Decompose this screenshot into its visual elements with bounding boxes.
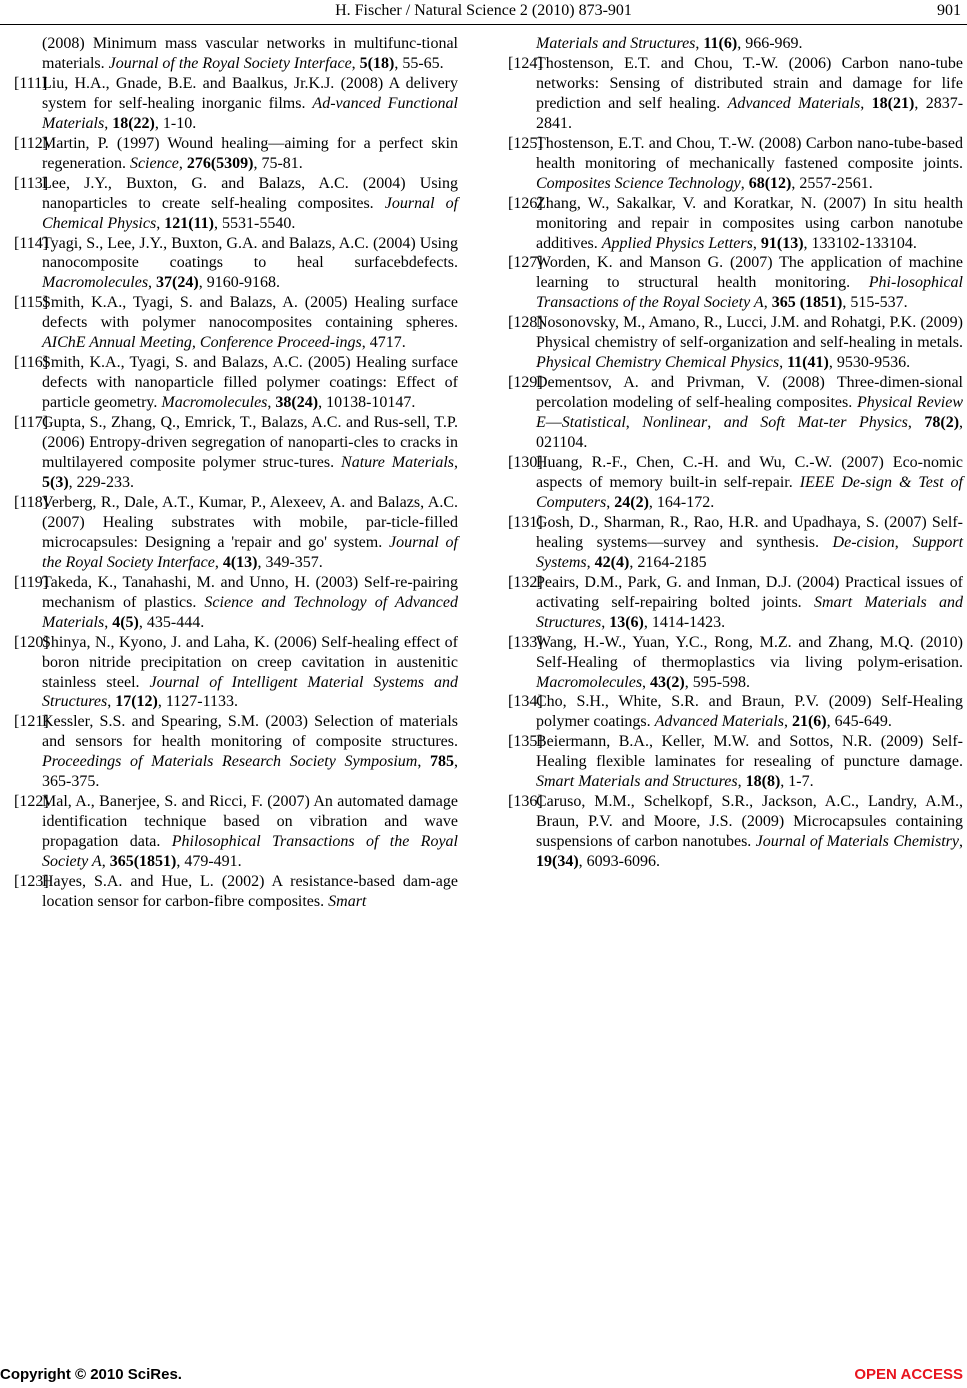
reference-text: Nosonovsky, M., Amano, R., Lucci, J.M. and Rohatgi, P.K. (2009) Physical chemistry of self-organization and self-healing in metals. <box>536 314 963 352</box>
volume-issue: 5(3) <box>42 473 69 491</box>
reference-number: [125] <box>508 134 543 152</box>
reference-text: , <box>695 35 704 52</box>
reference-text: , 021104. <box>536 414 964 452</box>
volume-issue: 21(6) <box>791 713 827 731</box>
reference-entry <box>14 872 458 912</box>
journal-title: Journal of the Royal Society Interface <box>42 533 458 571</box>
reference-text: , <box>737 773 746 791</box>
journal-title: Smart Materials and Structures <box>536 773 738 791</box>
reference-text: , 1-10. <box>154 114 197 132</box>
reference-text: , 2837-2841. <box>536 94 964 132</box>
journal-title: Macromolecules <box>42 274 149 292</box>
volume-issue: 4(5) <box>112 613 139 631</box>
reference-entry <box>14 353 458 413</box>
reference-text: Gosh, D., Sharman, R., Rao, H.R. and Upadhaya, S. (2007) Self-healing systems―survey and synthesis. <box>536 513 963 551</box>
volume-issue: 17(12) <box>115 693 158 711</box>
reference-text: Takeda, K., Tanahashi, M. and Unno, H. (2003) Self-re-pairing mechanism of plastics. <box>42 573 458 611</box>
reference-entry <box>14 792 458 872</box>
journal-title: Physical Review E―Statistical <box>536 394 963 432</box>
volume-issue: 18(8) <box>745 773 781 791</box>
volume-issue: 4(13) <box>222 553 258 571</box>
reference-entry <box>14 573 458 633</box>
volume-issue: 38(24) <box>275 394 319 412</box>
reference-text: , <box>107 693 116 711</box>
reference-text: , <box>752 234 761 252</box>
reference-text: , 515-537. <box>842 294 908 312</box>
reference-entry <box>508 313 963 373</box>
reference-text: , <box>606 493 615 511</box>
reference-text: Smith, K.A., Tyagi, S. and Balazs, A.C. (2005) Healing surface defects with nanoparticle filled polymer coatings: Effect of particle geometry. <box>42 354 458 412</box>
reference-text: , <box>625 414 643 432</box>
journal-title: Applied Physics Letters <box>601 234 753 252</box>
reference-entry <box>14 174 458 234</box>
reference-text: , <box>148 274 157 292</box>
journal-title: Advanced Materials <box>727 94 861 112</box>
journal-title: Journal of Materials Chemistry <box>755 833 959 851</box>
header-title: H. Fischer / Natural Science 2 (2010) 873-901 <box>335 2 632 19</box>
reference-text: Kessler, S.S. and Spearing, S.M. (2003) Selection of materials and sensors for health monitoring of composite structures. <box>42 713 458 751</box>
reference-text: , <box>417 753 430 771</box>
volume-issue: 365 (1851) <box>771 294 843 312</box>
reference-text: , 5531-5540. <box>213 214 296 232</box>
reference-text: , 75-81. <box>253 154 303 172</box>
reference-entry <box>508 134 963 194</box>
volume-issue: 24(2) <box>614 493 649 511</box>
journal-title: Phi-losophical Transactions of the Royal Society A <box>536 274 963 312</box>
journal-title: Smart <box>328 892 367 910</box>
reference-text: Worden, K. and Manson G. (2007) The application of machine learning to structural health monitoring. <box>536 254 963 292</box>
reference-entry <box>508 732 963 792</box>
reference-entry <box>14 74 458 134</box>
reference-text: , 229-233. <box>68 473 134 491</box>
journal-title: Journal of Intelligent Material Systems and Structures <box>42 673 459 711</box>
reference-entry <box>508 633 963 693</box>
volume-issue: 78(2) <box>924 414 960 432</box>
volume-issue: 18(21) <box>871 94 915 112</box>
reference-text: , <box>642 673 651 691</box>
reference-text: , 595-598. <box>684 673 751 691</box>
reference-number: [118] <box>14 493 49 511</box>
reference-text: Huang, R.-F., Chen, C.-H. and Wu, C.-W. (2007) Eco-nomic aspects of memory built-in self-repair. <box>536 454 963 491</box>
reference-text: , 645-649. <box>826 713 892 731</box>
volume-issue: 365(1851) <box>109 853 177 871</box>
reference-text: , 164-172. <box>648 493 715 511</box>
reference-entry <box>508 692 963 732</box>
reference-number: [135] <box>508 733 543 751</box>
reference-entry <box>508 194 963 254</box>
reference-entry <box>508 792 963 872</box>
reference-text: , 6093-6096. <box>578 853 660 871</box>
reference-text: , <box>104 613 113 631</box>
reference-text: Mal, A., Banerjee, S. and Ricci, F. (2007) An automated damage identification technique based on vibration and wave propagation data. <box>42 793 458 851</box>
reference-number: [120] <box>14 633 49 651</box>
reference-text: , 1127-1133. <box>157 693 238 711</box>
reference-text: , 10138-10147. <box>318 394 416 412</box>
journal-title: Ad-vanced Functional Materials <box>42 94 458 132</box>
reference-text: , <box>860 94 872 112</box>
reference-entry <box>14 34 458 74</box>
volume-issue: 13(6) <box>609 613 644 631</box>
volume-issue: 121(11) <box>164 214 214 232</box>
reference-number: [128] <box>508 314 543 332</box>
reference-text: Caruso, M.M., Schelkopf, S.R., Jackson, A.C., Landry, A.M., Braun, P.V. and Moore, J.S. (2009) Microcapsules containing suspensions of carbon nanotubes. <box>536 793 963 851</box>
reference-number: [119] <box>14 573 49 591</box>
reference-number: [112] <box>14 134 49 152</box>
reference-text: , <box>178 154 187 172</box>
volume-issue: 276(5309) <box>186 154 254 172</box>
reference-text: , 365-375. <box>42 753 458 791</box>
journal-title: IEEE De-sign & Test of Computers <box>536 473 964 511</box>
reference-text: , <box>740 174 749 192</box>
journal-title: Science and Technology of Advanced Materials <box>42 593 458 631</box>
reference-text: Beiermann, B.A., Keller, M.W. and Sottos, N.R. (2009) Self-Healing flexible laminates for resealing of puncture damage. <box>536 733 963 771</box>
reference-text: Thostenson, E.T. and Chou, T.-W. (2006) Carbon nano-tube networks: Sensing of distributed strain and damage for life prediction and self healing. <box>536 54 963 112</box>
volume-issue: 19(34) <box>536 853 579 871</box>
volume-issue: 11(41) <box>787 354 829 372</box>
reference-text: Peairs, D.M., Park, G. and Inman, D.J. (2004) Practical issues of activating self-repairing bolted joints. <box>536 573 963 611</box>
reference-number: [115] <box>14 294 49 312</box>
reference-text: , <box>214 553 223 571</box>
reference-number: [133] <box>508 633 543 651</box>
volume-issue: 42(4) <box>594 553 630 571</box>
journal-title: Composites Science Technology <box>536 174 741 192</box>
reference-text: Martin, P. (1997) Wound healing―aiming for a perfect skin regeneration. <box>42 134 458 172</box>
reference-text: Zhang, W., Sakalkar, V. and Koratkar, N. (2007) In situ health monitoring and repair in composites using carbon nanotube additives. <box>536 194 963 252</box>
volume-issue: 5(18) <box>359 54 395 72</box>
reference-entry <box>14 293 458 353</box>
running-header <box>0 0 967 25</box>
reference-text: Cho, S.H., White, S.R. and Braun, P.V. (2009) Self-Healing polymer coatings. <box>536 693 963 731</box>
journal-title: Philosophical Transactions of the Royal Society A <box>42 833 458 871</box>
journal-title: Advanced Materials <box>654 713 784 731</box>
reference-number: [130] <box>508 454 543 472</box>
reference-text: , 9530-9536. <box>828 354 911 372</box>
journal-title: De-cision <box>832 533 895 551</box>
reference-text: (2008) Minimum mass vascular networks in multifunc-tional materials. <box>42 35 458 72</box>
reference-number: [121] <box>14 713 49 731</box>
reference-text: , <box>267 394 276 412</box>
reference-text: , 349-357. <box>257 553 323 571</box>
reference-number: [129] <box>508 374 543 392</box>
reference-text: , 55-65. <box>394 54 444 72</box>
reference-text: , <box>351 54 360 72</box>
reference-entry <box>508 573 963 633</box>
reference-text: Tyagi, S., Lee, J.Y., Buxton, G.A. and Balazs, A.C. (2004) Using nanocomposite coatings to heal surfacebdefects. <box>42 234 458 272</box>
reference-number: [127] <box>508 254 543 272</box>
volume-issue: 68(12) <box>748 174 792 192</box>
reference-text: , 479-491. <box>176 853 242 871</box>
reference-entry <box>508 373 963 453</box>
reference-number: [132] <box>508 573 543 591</box>
reference-text: , <box>104 114 113 132</box>
reference-number: [126] <box>508 194 543 212</box>
volume-issue: 18(22) <box>112 114 155 132</box>
reference-entry <box>14 413 458 493</box>
volume-issue: 43(2) <box>650 673 685 691</box>
reference-entry <box>508 34 963 54</box>
journal-title: Smart Materials and Structures <box>536 593 963 631</box>
reference-text: , <box>586 553 595 571</box>
reference-text: Smith, K.A., Tyagi, S. and Balazs, A. (2005) Healing surface defects with polymer nanocomposites containing spheres. <box>42 294 458 332</box>
reference-text: , <box>156 214 165 232</box>
reference-number: [136] <box>508 793 543 811</box>
reference-number: [117] <box>14 414 49 432</box>
reference-entry <box>14 234 458 294</box>
journal-title: and Soft Mat-ter Physics <box>723 414 908 432</box>
journal-title: Macromolecules <box>161 394 268 412</box>
reference-text: Thostenson, E.T. and Chou, T.-W. (2008) Carbon nano-tube-based health monitoring of mechanically fastened composite joints. <box>536 134 963 172</box>
reference-text: , 9160-9168. <box>198 274 281 292</box>
reference-number: [114] <box>14 234 49 252</box>
reference-text: , 1-7. <box>780 773 814 791</box>
reference-number: [123] <box>14 873 49 891</box>
reference-text: , <box>779 354 788 372</box>
reference-entry <box>508 513 963 573</box>
reference-entry <box>508 253 963 313</box>
volume-issue: 91(13) <box>760 234 804 252</box>
references-left-column <box>14 34 458 912</box>
journal-title: AIChE Annual Meeting, Conference Proceed-ings <box>42 334 362 352</box>
journal-title: Journal of the Royal Society Interface <box>108 54 352 72</box>
journal-title: Macromolecules <box>536 673 643 691</box>
journal-title: Materials and Structures <box>536 35 696 52</box>
copyright-notice: Copyright © 2010 SciRes. <box>0 1366 182 1383</box>
reference-text: , 966-969. <box>737 35 803 52</box>
reference-number: [134] <box>508 693 543 711</box>
reference-text: , 435-444. <box>138 613 205 631</box>
journal-title: Physical Chemistry Chemical Physics <box>536 354 780 372</box>
reference-text: , <box>454 454 458 472</box>
reference-text: Wang, H.-W., Yuan, Y.C., Rong, M.Z. and Zhang, M.Q. (2010) Self-Healing of thermoplastics via living polym-erisation. <box>536 633 963 671</box>
reference-entry <box>14 633 458 713</box>
reference-text: Verberg, R., Dale, A.T., Kumar, P., Alexeev, A. and Balazs, A.C. (2007) Healing substrates with mobile, par-ticle-filled microcapsules: Designing a 'repair and go' system. <box>42 493 458 551</box>
reference-text: , <box>101 853 110 871</box>
reference-entry <box>14 712 458 792</box>
journal-title: Nature Materials <box>341 454 454 472</box>
reference-text: , <box>894 533 913 551</box>
reference-text: Liu, H.A., Gnade, B.E. and Baalkus, Jr.K.J. (2008) A delivery system for self-healing inorganic films. <box>42 74 458 112</box>
journal-title: Support Systems <box>536 533 964 571</box>
reference-text: , 133102-133104. <box>803 234 917 252</box>
reference-entry <box>508 453 963 513</box>
reference-text: , <box>907 414 925 432</box>
reference-text: , <box>783 713 792 731</box>
reference-text: , 2557-2561. <box>791 174 873 192</box>
volume-issue: 37(24) <box>156 274 199 292</box>
reference-text: , <box>707 414 724 432</box>
reference-number: [113] <box>14 174 49 192</box>
page-number: 901 <box>937 2 961 19</box>
reference-text: , <box>763 294 772 312</box>
references-right-column <box>508 34 963 872</box>
reference-text: , <box>601 613 610 631</box>
reference-text: Gupta, S., Zhang, Q., Emrick, T., Balazs, A.C. and Rus-sell, T.P. (2006) Entropy-driven segregation of nanoparti-cles to cracks in multilayered composite polymer struc-tures. <box>42 414 458 472</box>
journal-title: Journal of Chemical Physics <box>42 194 459 232</box>
reference-number: [111] <box>14 74 48 92</box>
reference-number: [116] <box>14 354 49 372</box>
reference-text: Dementsov, A. and Privman, V. (2008) Three-dimen-sional percolation modeling of self-healing composites. <box>536 374 963 412</box>
volume-issue: 11(6) <box>703 35 738 52</box>
reference-entry <box>14 493 458 573</box>
reference-number: [122] <box>14 793 49 811</box>
reference-text: , 1414-1423. <box>643 613 726 631</box>
reference-text: Hayes, S.A. and Hue, L. (2002) A resistance-based dam-age location sensor for carbon-fibre composites. <box>42 873 458 910</box>
reference-number: [124] <box>508 54 543 72</box>
reference-number: [131] <box>508 513 543 531</box>
journal-title: Proceedings of Materials Research Society Symposium <box>42 753 418 771</box>
reference-text: , <box>959 833 963 851</box>
journal-title: Science <box>129 154 179 172</box>
journal-title: Nonlinear <box>642 414 708 432</box>
reference-text: Lee, J.Y., Buxton, G. and Balazs, A.C. (2004) Using nanoparticles to create self-healing composites. <box>42 174 458 212</box>
reference-text: Shinya, N., Kyono, J. and Laha, K. (2006) Self-healing effect of boron nitride precipitation on creep cavitation in austenitic stainless steel. <box>42 633 458 691</box>
reference-text: , 2164-2185 <box>629 553 707 571</box>
volume-issue: 785 <box>430 753 454 771</box>
reference-text: , 4717. <box>361 334 406 352</box>
reference-entry <box>14 134 458 174</box>
open-access-label: OPEN ACCESS <box>854 1366 963 1383</box>
reference-entry <box>508 54 963 134</box>
